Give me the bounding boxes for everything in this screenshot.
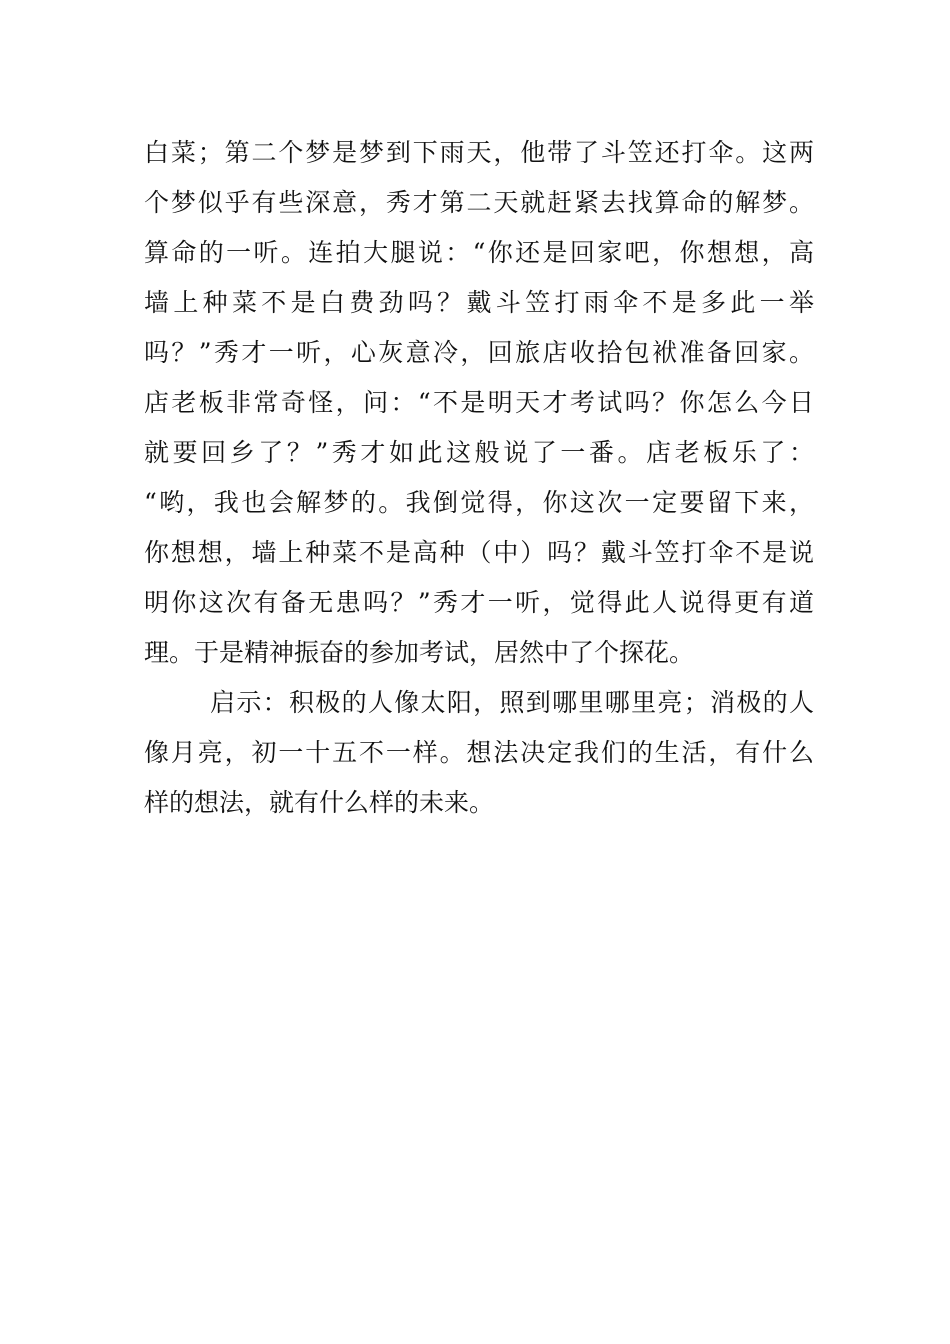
text-line: 就要回乡了？”秀才如此这般说了一番。店老板乐了： xyxy=(144,438,814,467)
text-line: 吗？”秀才一听，心灰意冷，回旅店收拾包袱准备回家。 xyxy=(144,338,814,367)
text-line: 你想想，墙上种菜不是高种（中）吗？戴斗笠打伞不是说 xyxy=(144,538,814,567)
text-line: 墙上种菜不是白费劲吗？戴斗笠打雨伞不是多此一举 xyxy=(144,288,814,317)
text-line: 明你这次有备无患吗？”秀才一听，觉得此人说得更有道 xyxy=(144,588,814,617)
text-line: 启示：积极的人像太阳，照到哪里哪里亮；消极的人 xyxy=(210,688,814,717)
text-line: 白菜；第二个梦是梦到下雨天，他带了斗笠还打伞。这两 xyxy=(144,138,814,167)
document-body xyxy=(144,128,814,828)
text-line: 像月亮，初一十五不一样。想法决定我们的生活，有什么 xyxy=(144,738,814,767)
text-line: 理。于是精神振奋的参加考试，居然中了个探花。 xyxy=(144,638,695,667)
text-line: 算命的一听。连拍大腿说：“你还是回家吧，你想想，高 xyxy=(144,238,814,267)
text-line: “哟，我也会解梦的。我倒觉得，你这次一定要留下来， xyxy=(144,488,814,517)
text-line: 个梦似乎有些深意，秀才第二天就赶紧去找算命的解梦。 xyxy=(144,188,814,217)
moral-paragraph xyxy=(144,678,814,828)
text-line: 店老板非常奇怪，问：“不是明天才考试吗？你怎么今日 xyxy=(144,388,814,417)
story-paragraph xyxy=(144,128,814,678)
text-line: 样的想法，就有什么样的未来。 xyxy=(144,788,495,817)
